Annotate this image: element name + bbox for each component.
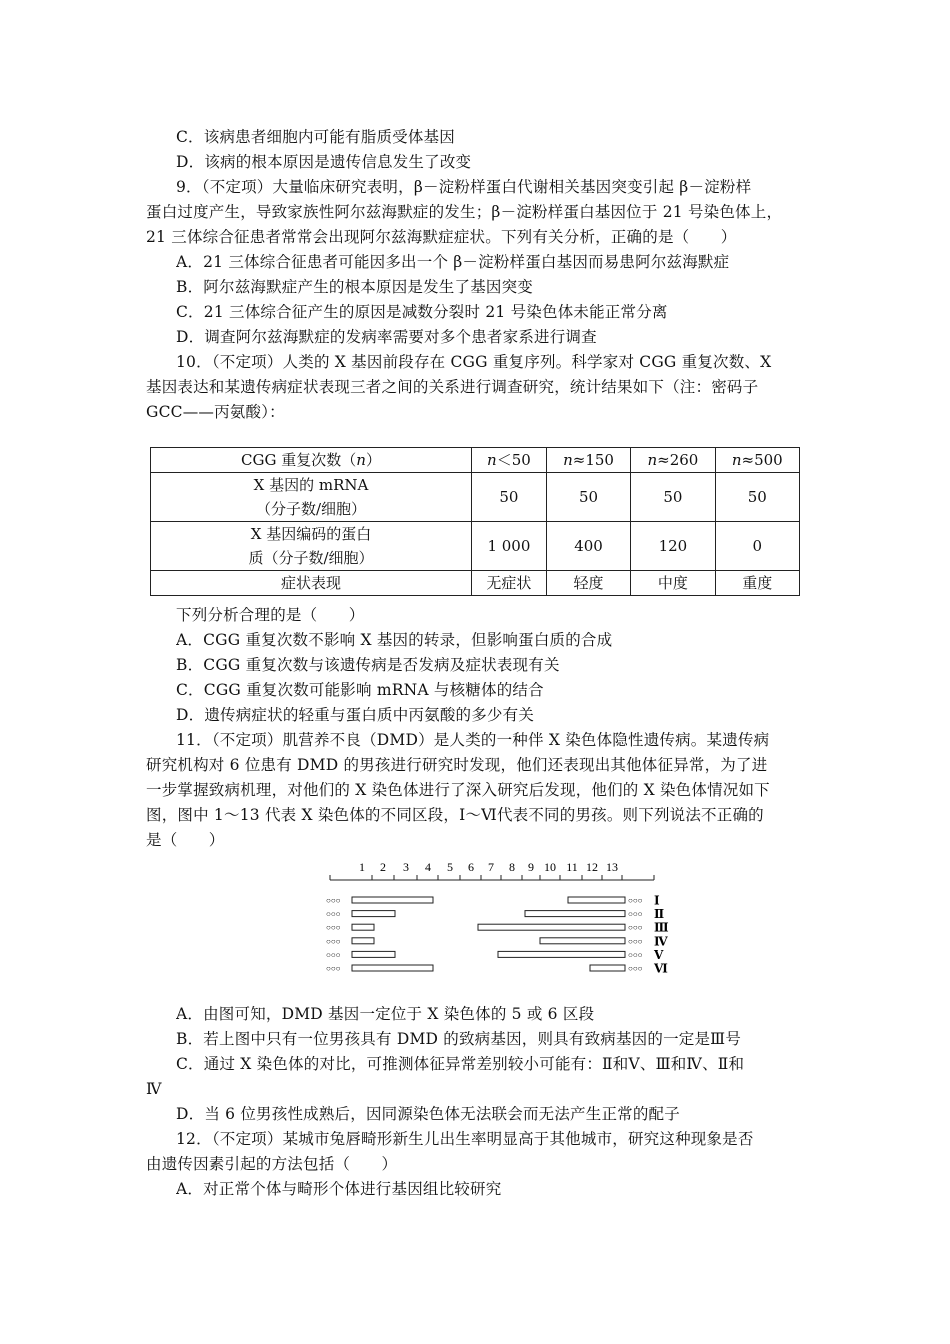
table-cell: 无症状 [472, 571, 547, 596]
q9-option-a: A．21 三体综合征患者可能因多出一个 β－淀粉样蛋白基因而易患阿尔兹海默症 [176, 253, 730, 271]
q12-stem-2: 由遗传因素引起的方法包括（ ） [146, 1155, 398, 1173]
axis-ticks [330, 875, 654, 880]
table-header-cell: n＜50 [472, 448, 547, 473]
dots-left: ○○○ [326, 923, 341, 933]
table-header-cell: CGG 重复次数（n） [151, 448, 472, 473]
q11-option-c: C．通过 X 染色体的对比，可推测体征异常差别较小可能有：Ⅱ和Ⅴ、Ⅲ和Ⅳ、Ⅱ和 [176, 1055, 745, 1073]
chromosome-rows [326, 894, 669, 976]
dots-left: ○○○ [326, 936, 341, 946]
boy-label: Ⅴ [654, 947, 664, 962]
boy-label: Ⅵ [654, 961, 668, 976]
table-row [151, 448, 800, 473]
q8-option-d: D．该病的根本原因是遗传信息发生了改变 [176, 153, 472, 171]
chromosome-row [326, 962, 668, 976]
table-cell: 中度 [631, 571, 715, 596]
segment-label: 1 [359, 860, 365, 874]
q9-option-c: C．21 三体综合征产生的原因是减数分裂时 21 号染色体未能正常分离 [176, 303, 668, 321]
chromosome-row [326, 921, 669, 935]
segment-labels [359, 860, 618, 874]
chromosome-bar [352, 911, 395, 917]
segment-label: 6 [468, 860, 474, 874]
dots-left: ○○○ [326, 950, 341, 960]
chromosome-bar [352, 897, 433, 903]
chromosome-bar [540, 938, 625, 944]
dots-left: ○○○ [326, 964, 341, 973]
q12-stem-1: 12．（不定项）某城市兔唇畸形新生儿出生率明显高于其他城市，研究这种现象是否 [176, 1130, 754, 1148]
chromosome-bar [590, 965, 625, 971]
q10-option-b: B．CGG 重复次数与该遗传病是否发病及症状表现有关 [176, 656, 560, 674]
segment-label: 5 [447, 860, 453, 874]
q8-option-c: C．该病患者细胞内可能有脂质受体基因 [176, 128, 455, 146]
q9-option-d: D．调查阿尔兹海默症的发病率需要对多个患者家系进行调查 [176, 328, 597, 346]
q10-stem-3: GCC——丙氨酸）： [146, 403, 285, 421]
table-row-label: X 基因编码的蛋白 质（分子数/细胞） [151, 522, 472, 571]
dots-right: ○○○ [628, 936, 643, 946]
q11-option-c-cont: Ⅳ [146, 1080, 162, 1098]
table-cell: 重度 [715, 571, 799, 596]
segment-label: 8 [509, 860, 515, 874]
segment-label: 10 [544, 860, 556, 874]
dots-left: ○○○ [326, 896, 341, 905]
table-header-cell: n≈150 [546, 448, 630, 473]
dots-right: ○○○ [628, 950, 643, 960]
table-row-label: 症状表现 [151, 571, 472, 596]
boy-label: Ⅳ [654, 934, 668, 949]
q12-option-a: A．对正常个体与畸形个体进行基因组比较研究 [176, 1180, 502, 1198]
q11-option-b: B．若上图中只有一位男孩具有 DMD 的致病基因，则具有致病基因的一定是Ⅲ号 [176, 1030, 742, 1048]
q11-stem-4: 图，图中 1～13 代表 X 染色体的不同区段，Ⅰ～Ⅵ代表不同的男孩。则下列说法不正确的 [146, 806, 764, 824]
q11-stem-2: 研究机构对 6 位患有 DMD 的男孩进行研究时发现，他们还表现出其他体征异常，为了进 [146, 756, 768, 774]
q11-stem-1: 11．（不定项）肌营养不良（DMD）是人类的一种伴 X 染色体隐性遗传病。某遗传病 [176, 731, 770, 749]
boy-label: Ⅰ [654, 893, 660, 908]
table-header-cell: n≈260 [631, 448, 715, 473]
chromosome-bar [352, 938, 374, 944]
table-cell: 400 [546, 522, 630, 571]
dots-right: ○○○ [628, 923, 643, 933]
q10-stem-2: 基因表达和某遗传病症状表现三者之间的关系进行调查研究，统计结果如下（注：密码子 [146, 378, 759, 396]
segment-label: 11 [566, 860, 578, 874]
table-cell: 50 [715, 473, 799, 522]
q10-option-d: D．遗传病症状的轻重与蛋白质中丙氨酸的多少有关 [176, 706, 535, 724]
table-row-label: X 基因的 mRNA （分子数/细胞） [151, 473, 472, 522]
q11-stem-5: 是（ ） [146, 831, 225, 849]
table-row [151, 473, 800, 522]
q11-option-d: D．当 6 位男孩性成熟后，因同源染色体无法联会而无法产生正常的配子 [176, 1105, 680, 1123]
boy-label: Ⅱ [654, 907, 665, 922]
q11-option-a: A．由图可知，DMD 基因一定位于 X 染色体的 5 或 6 区段 [176, 1005, 595, 1023]
table-cell: 轻度 [546, 571, 630, 596]
dots-right: ○○○ [628, 909, 643, 919]
segment-label: 9 [528, 860, 534, 874]
chromosome-bar [352, 951, 395, 957]
q10-option-a: A．CGG 重复次数不影响 X 基因的转录，但影响蛋白质的合成 [176, 631, 613, 649]
boy-label: Ⅲ [654, 920, 669, 935]
chromosome-row [326, 948, 664, 962]
table-cell: 50 [546, 473, 630, 522]
chromosome-bar [352, 924, 374, 930]
cgg-table [150, 447, 800, 596]
q10-option-c: C．CGG 重复次数可能影响 mRNA 与核糖体的结合 [176, 681, 544, 699]
chromosome-bar [525, 911, 625, 917]
dots-right: ○○○ [628, 896, 643, 905]
table-cell: 1 000 [472, 522, 547, 571]
q9-option-b: B．阿尔兹海默症产生的根本原因是发生了基因突变 [176, 278, 533, 296]
dots-right: ○○○ [628, 964, 643, 973]
q9-stem-2: 蛋白过度产生，导致家族性阿尔兹海默症的发生；β－淀粉样蛋白基因位于 21 号染色体上， [146, 203, 783, 221]
segment-label: 13 [606, 860, 618, 874]
chromosome-bar [568, 897, 625, 903]
chromosome-bar [498, 951, 625, 957]
table-row [151, 522, 800, 571]
dots-left: ○○○ [326, 909, 341, 919]
q10-stem-1: 10．（不定项）人类的 X 基因前段存在 CGG 重复序列。科学家对 CGG 重复次数、X [176, 353, 772, 371]
chromosome-row [326, 894, 660, 908]
q10-prompt: 下列分析合理的是（ ） [176, 606, 365, 624]
segment-label: 7 [488, 860, 494, 874]
table-cell: 120 [631, 522, 715, 571]
chromosome-bar [478, 924, 625, 930]
x-chromosome-figure [320, 855, 670, 985]
table-cell: 0 [715, 522, 799, 571]
chromosome-bar [352, 965, 433, 971]
segment-label: 4 [425, 860, 431, 874]
q9-stem-1: 9．（不定项）大量临床研究表明，β－淀粉样蛋白代谢相关基因突变引起 β－淀粉样 [176, 178, 752, 196]
segment-label: 3 [403, 860, 409, 874]
q9-stem-3: 21 三体综合征患者常常会出现阿尔兹海默症症状。下列有关分析，正确的是（ ） [146, 228, 737, 246]
chromosome-row [326, 907, 664, 921]
table-cell: 50 [631, 473, 715, 522]
segment-label: 2 [380, 860, 386, 874]
q11-stem-3: 一步掌握致病机理，对他们的 X 染色体进行了深入研究后发现，他们的 X 染色体情况如下 [146, 781, 770, 799]
table-header-cell: n≈500 [715, 448, 799, 473]
segment-label: 12 [586, 860, 598, 874]
table-row [151, 571, 800, 596]
table-cell: 50 [472, 473, 547, 522]
chromosome-row [326, 934, 668, 948]
